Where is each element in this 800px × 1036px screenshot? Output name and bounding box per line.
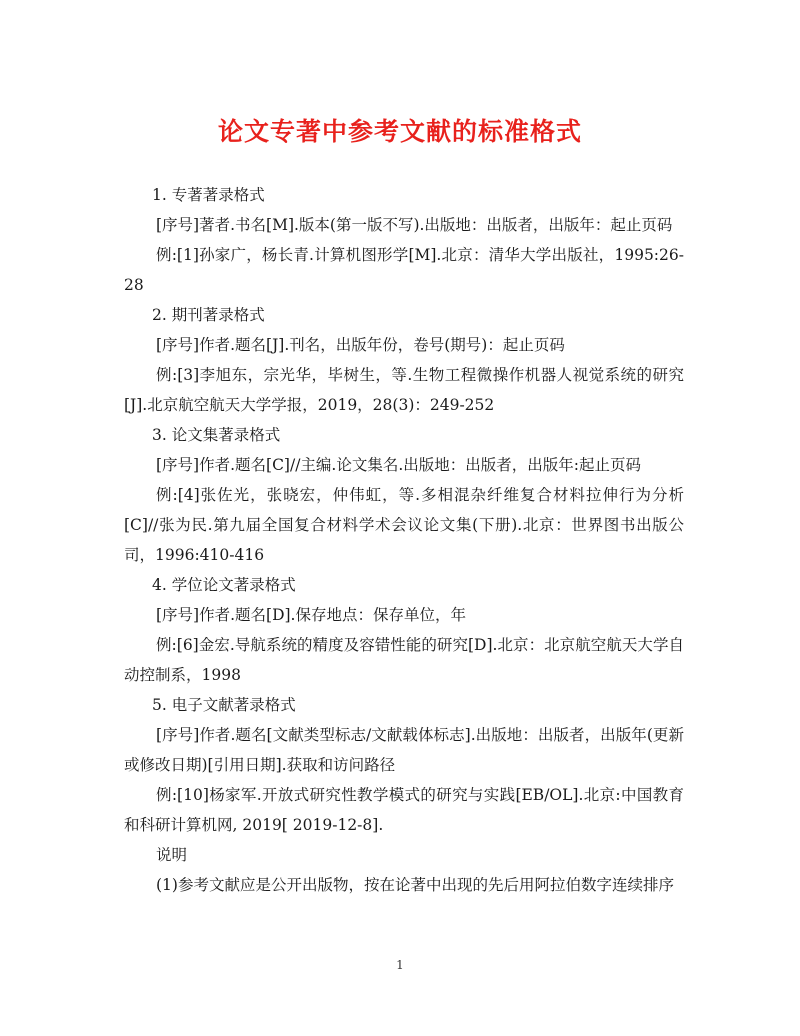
- example-line-thesis: 例:[6]金宏.导航系统的精度及容错性能的研究[D].北京：北京航空航天大学自动控制系，1998: [124, 636, 684, 684]
- format-line-monograph: [序号]著者.书名[M].版本(第一版不写).出版地：出版者，出版年：起止页码: [156, 216, 673, 234]
- document-body: [124, 180, 684, 900]
- section-heading-proceedings: 3. 论文集著录格式: [152, 426, 281, 444]
- notes-heading: 说明: [156, 846, 188, 864]
- note-item-1: (1)参考文献应是公开出版物，按在论著中出现的先后用阿拉伯数字连续排序: [156, 876, 674, 894]
- format-line-proceedings: [序号]作者.题名[C]//主编.论文集名.出版地：出版者，出版年:起止页码: [156, 456, 641, 474]
- section-heading-journal: 2. 期刊著录格式: [152, 306, 265, 324]
- section-heading-thesis: 4. 学位论文著录格式: [152, 576, 296, 594]
- format-line-electronic: [序号]作者.题名[文献类型标志/文献载体标志].出版地：出版者，出版年(更新或修改日期)[引用日期].获取和访问路径: [124, 726, 684, 774]
- example-line-electronic: 例:[10]杨家军.开放式研究性教学模式的研究与实践[EB/OL].北京:中国教育和科研计算机网, 2019[ 2019-12-8].: [124, 786, 684, 834]
- document-title: 论文专著中参考文献的标准格式: [217, 117, 582, 146]
- format-line-thesis: [序号]作者.题名[D].保存地点：保存单位，年: [156, 606, 466, 624]
- example-line-monograph: 例:[1]孙家广，杨长青.计算机图形学[M].北京：清华大学出版社，1995:26-28: [124, 246, 684, 294]
- example-line-proceedings: 例:[4]张佐光，张晓宏，仲伟虹，等.多相混杂纤维复合材料拉伸行为分析[C]//张为民.第九届全国复合材料学术会议论文集(下册).北京：世界图书出版公司，1996:410-416: [124, 486, 684, 564]
- format-line-journal: [序号]作者.题名[J].刊名，出版年份，卷号(期号)：起止页码: [156, 336, 565, 354]
- section-heading-monograph: 1. 专著著录格式: [152, 186, 265, 204]
- example-line-journal: 例:[3]李旭东，宗光华，毕树生，等.生物工程微操作机器人视觉系统的研究[J].北京航空航天大学学报，2019，28(3)：249-252: [124, 366, 684, 414]
- page-number: 1: [396, 958, 404, 972]
- section-heading-electronic: 5. 电子文献著录格式: [152, 696, 296, 714]
